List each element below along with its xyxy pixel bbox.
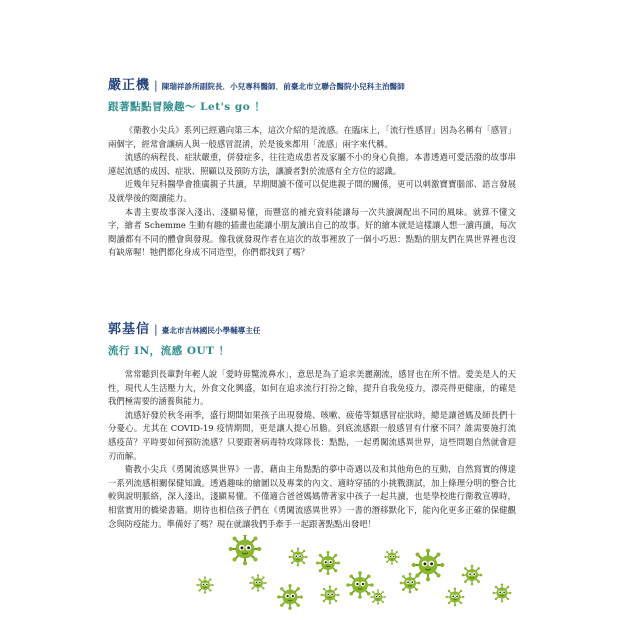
virus-illustration-band: [110, 535, 520, 610]
author-name: 郭基信: [108, 322, 151, 337]
paragraph: 衛教小尖兵《勇闖流感異世界》一書，藉由主角點點的夢中奇遇以及和其他角色的互動，自然寫實的傳達一系列流感相關保健知識。透過趣味的繪圖以及專業的內文、適時穿插的小挑戰測試，加上條理分明的整合比較與說明脈絡，深入淺出，淺顯易懂。不僅適合爸爸媽媽帶著家中孩子一起共讀，也是學校進行衛教宣導時，相當實用的橋梁書籍。期待也相信孩子們在《勇闖流感異世界》一書的潛移默化下，能內化更多正確的保健觀念與防疫能力。準備好了嗎？現在就讓我們手牽手一起跟著點點出發吧！: [108, 464, 516, 529]
virus-icon: [370, 589, 385, 604]
section-body: [108, 368, 516, 531]
author-line: [108, 318, 516, 337]
virus-icon: [346, 571, 374, 599]
virus-icon: [229, 535, 262, 565]
virus-icon: [462, 565, 483, 586]
virus-icon: [249, 574, 266, 591]
section-body: [108, 124, 516, 260]
separator: |: [154, 323, 158, 336]
paragraph: 流感的病程長、症狀嚴重，併發症多，往往造成患者及家屬不小的身心負擔。本書透過可愛活潑的故事串連起流感的成因、症狀、照顧以及預防方法，讓讀者對於流感有全方位的認識。: [108, 152, 516, 176]
author-line: [108, 74, 516, 93]
virus-icon: [316, 551, 340, 575]
section-subtitle: 流行 IN，流感 OUT ！: [108, 345, 230, 357]
virus-icon: [493, 584, 512, 603]
foreword-section-1: [108, 74, 516, 260]
paragraph: 近幾年兒科醫學會推廣親子共讀，早期閱讀不僅可以促進親子間的關係，更可以刺激寶寶腦部、語言發展及就學後的閱讀能力。: [108, 179, 516, 203]
separator: |: [154, 79, 158, 92]
paragraph: 《衛教小尖兵》系列已經邁向第三本，這次介紹的是流感。在臨床上，「流行性感冒」因為名稱有「感冒」兩個字，經常會讓病人與一般感冒混淆，於是後來都用「流感」兩字來代稱。: [108, 125, 516, 149]
virus-icon: [446, 588, 465, 607]
virus-icon: [277, 584, 303, 610]
author-title: 陳瑞祥診所副院長．小兒專科醫師．前臺北市立聯合醫院小兒科主治醫師: [161, 82, 405, 91]
paragraph: 流感好發於秋冬兩季，盛行期間如果孩子出現發燒、咳嗽、疲倦等類感冒症狀時，總是讓爸媽及師長們十分憂心。尤其在 COVID-19 疫情期間，更是讓人提心吊膽。到底流感跟一般感冒有什麼不同？誰需要施打流感疫苗？平時要如何預防流感？只要跟著病毒特攻隊隊長：點點，一起勇闖流感異世界，這些問題自然就會迎刃而解。: [108, 409, 516, 461]
virus-icon: [412, 549, 445, 582]
paragraph: 本書主要故事深入淺出、淺顯易懂，而豐富的補充資料能讓每一次共讀調配出不同的風味。就算不懂文字，繪者 Schemme 生動有趣的插畫也能讓小朋友讀出自己的故事。好的繪本就是這樣讓人想一讀再讀，每次閱讀都有不同的體會與發現。像我就發現作者在這次的故事裡放了一個小巧思：點點的朋友們在異世界裡也沒有缺席喔！牠們都化身成不同造型，你們都找到了嗎？: [108, 206, 516, 258]
virus-icon: [289, 548, 308, 567]
section-subtitle: 跟著點點冒險趣～ Let's go ！: [108, 101, 266, 113]
paragraph: 常常聽到長輩對年輕人說「愛時毋驚流鼻水」，意思是為了追求美麗潮流，感冒也在所不惜。愛美是人的天性，現代人生活壓力大，外食文化興盛，如何在追求流行打扮之餘，提升自我免疫力，漂亮得更健康，的確是我們極需要的涵養與能力。: [108, 369, 516, 407]
author-name: 嚴正機: [108, 78, 151, 93]
virus-icon: [321, 586, 340, 605]
virus-icon: [196, 576, 213, 593]
author-title: 臺北市吉林國民小學輔導主任: [161, 326, 261, 335]
foreword-section-2: [108, 318, 516, 531]
virus-icon: [384, 549, 399, 564]
